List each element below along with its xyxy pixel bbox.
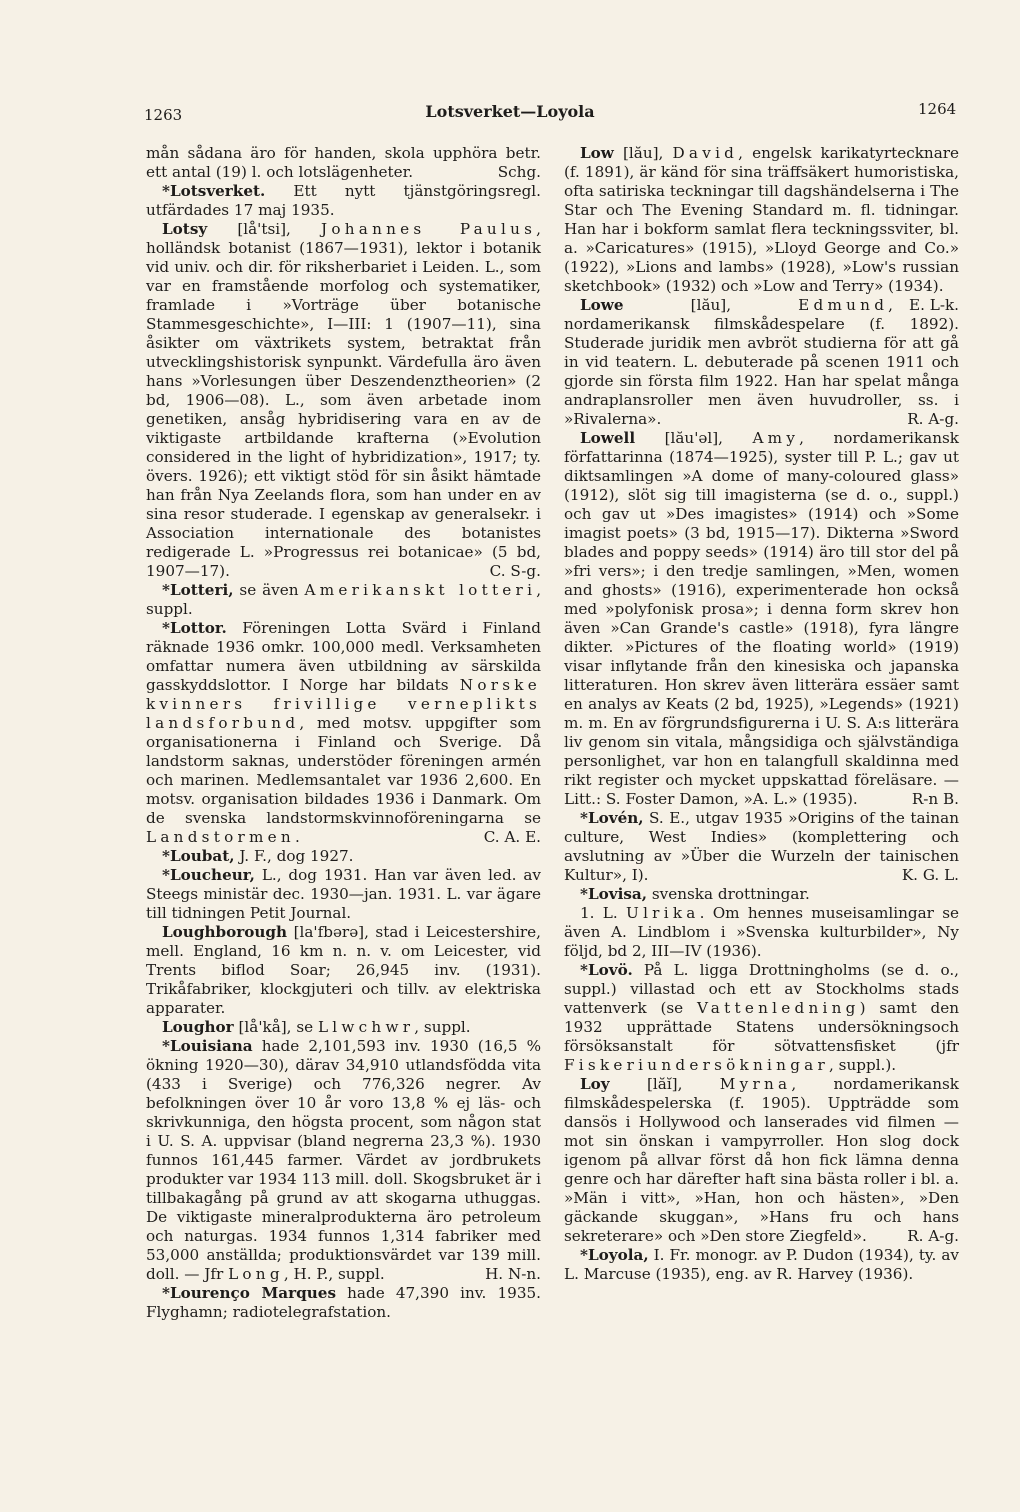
signature: K. G. L. [901, 866, 959, 884]
headword: Loy [580, 1075, 610, 1093]
headword: Loughor [162, 1018, 234, 1036]
spaced-name: Norske kvinners frivillige verneplikts landsforbund [146, 676, 541, 732]
entry-lottor: *Lottor. Föreningen Lotta Svärd i Finland räknade 1936 omkr. 100,000 medl. Verksamheten omfattar numera även utbildning av särskilda gasskyddslottor. I Norge har bildats Norske kvinners frivillige verneplikts landsforbund, med motsv. uppgifter som organisationerna i Finland och Sverige. Då landstorm saknas, understöder föreningen armén och marinen. Medlemsantalet var 1936 2,600. En motsv. organisation bildades 1936 i Danmark. Om de svenska landstormskvinnoföreningarna se Landstormen. C. A. E. [146, 619, 541, 846]
headword: Lowell [580, 429, 636, 447]
running-title: Lotsverket—Loyola [425, 102, 595, 121]
left-column [146, 144, 541, 1322]
headword: *Loyola, [580, 1246, 649, 1264]
entry-continuation: mån sådana äro för handen, skola upphöra betr. ett antal (19) l. och lotslägenheter. Schg. [146, 144, 541, 181]
spaced-name: Johannes Paulus [320, 220, 537, 238]
page-number-right: 1264 [918, 100, 957, 118]
entry-lotteri: *Lotteri, se även Amerikanskt lotteri, suppl. [146, 581, 542, 618]
signature: Schg. [497, 163, 541, 181]
cross-reference: Fiskeriundersökningar [564, 1056, 830, 1074]
signature: C. A. E. [483, 828, 541, 846]
entry-lovo: *Lovö. På L. ligga Drottningholms (se d. o., suppl.) villastad och ett av Stockholms stads vattenverk (se Vattenledning) samt den 1932 upprättade Statens undersökningsoch försöksanstalt för sötvattensfisket (jfr Fiskeriundersökningar, suppl.). [564, 961, 959, 1074]
signature: H. N-n. [485, 1265, 541, 1283]
signature: R. A-g. [907, 410, 959, 428]
entry-loucheur: *Loucheur, L., dog 1931. Han var även led. av Steegs ministär dec. 1930—jan. 1931. L. var ägare till tidningen Petit Journal. [146, 866, 541, 922]
entry-loughborough: Loughborough [la'fbərə], stad i Leicestershire, mell. England, 16 km n. n. v. om Leicester, vid Trents biflod Soar; 26,945 inv. (1931). Trikåfabriker, klockgjuteri och tillv. av elektriska apparater. [146, 923, 541, 1017]
headword: Low [580, 144, 614, 162]
entry-lovisa: *Lovisa, svenska drottningar. [580, 885, 810, 903]
signature: R. A-g. [907, 1227, 959, 1245]
entry-lotsy: Lotsy [lå'tsi], Johannes Paulus, holländsk botanist (1867—1931), lektor i botanik vid univ. och dir. för riksherbariet i Leiden. L., som var en framstående morfolog och systematiker, framlade i »Vorträge über botanische Stammesgeschichte», I—III: 1 (1907—11), sina åsikter om växtrikets system, betraktat från utvecklingshistorisk synpunkt. Värdefulla äro även hans »Vorlesungen über Deszendenztheorien» (2 bd, 1906—08). L., som även arbetade inom genetiken, ansåg hybridisering vara en av de viktigaste artbildande krafterna (»Evolution considered in the light of hybridization», 1917; ty. övers. 1926); ett viktigt stöd för sin åsikt hämtade han från Nya Zeelands flora, som han under en av sina resor studerade. I egenskap av generalsekr. i Association internationale des botanistes redigerade L. »Progressus rei botanicae» (5 bd, 1907—17). C. S-g. [146, 220, 541, 580]
signature: R-n B. [911, 790, 959, 808]
entry-lotsverket: *Lotsverket. Ett nytt tjänstgöringsregl. utfärdades 17 maj 1935. [146, 182, 541, 219]
entry-lowell: Lowell [lău'əl], Amy, nordamerikansk författarinna (1874—1925), syster till P. L.; gav ut diktsamlingen »A dome of many-coloured glass» (1912), slöt sig till imagisterna (se d. o., suppl.) och gav ut »Des imagistes» (1914) och »Some imagist poets» (3 bd, 1915—17). Dikterna »Sword blades and poppy seeds» (1914) äro till stor del på »fri vers»; i den tredje samlingen, »Men, women and ghosts» (1916), experimenterade hon också med »polyfonisk prosa»; i denna form skrev hon även »Can Grande's castle» (1918), fyra längre dikter. »Pictures of the floating world» (1919) visar inflytande från den kinesiska och japanska litteraturen. Hon skrev även litterära essäer samt en analys av Keats (2 bd, 1925), »Legends» (1921) m. m. En av förgrundsfigurerna i U. S. A:s litterära liv genom sin vitala, mångsidiga och självständiga personlighet, var hon en talangfull skaldinna med rikt register och mycket uppskattad föreläsare. — Litt.: S. Foster Damon, »A. L.» (1935). R-n B. [564, 429, 959, 808]
headword: *Lovén, [580, 809, 644, 827]
entry-lowe: Lowe [lău], Edmund, nordamerikansk filmskådespelare (f. 1892). Studerade juridik men avbröt studierna för att gå in vid teatern. L. debuterade på scenen 1911 och gjorde sin första film 1922. Han har spelat många andraplansroller men även huvudroller, ss. i »Rivalerna». R. A-g. [564, 296, 959, 428]
entry-loy: Loy [lăĭ], Myrna, nordamerikansk filmskådespelerska (f. 1905). Uppträdde som dansös i Hollywood och lanserades vid filmen — mot sin önskan i vampyrroller. Hon slog dock igenom på allvar först då hon fick lämna denna genre och har därefter haft sina bästa roller i bl. a. »Män i vitt», »Han, hon och hästen», »Den gäckande skuggan», »Hans fru och hans sekreterare» och »Den store Ziegfeld». R. A-g. [564, 1075, 959, 1245]
headword: *Loucheur, [162, 866, 255, 884]
entry-loven: *Lovén, S. E., utgav 1935 »Origins of the tainan culture, West Indies» (komplettering och avslutning av »Über die Wurzeln der tainischen Kultur», I). K. G. L. [564, 809, 959, 884]
headword: *Loubat, [162, 847, 235, 865]
cross-reference: Landstormen [146, 828, 295, 846]
headword: *Lovö. [580, 961, 633, 979]
entry-low: Low [lău], David, engelsk karikatyrtecknare (f. 1891), är känd för sina träffsäkert humoristiska, ofta satiriska teckningar till dagshändelserna i The Star och The Evening Standard m. fl. tidningar. Han har i bokform samlat flera teckningssviter, bl. a. »Caricatures» (1915), »Lloyd George and Co.» (1922), »Lions and lambs» (1928), »Low's russian sketchbook» (1932) och »Low and Terry» (1934). E. L-k. [564, 144, 959, 314]
signature: C. S-g. [489, 562, 541, 580]
headword: *Lottor. [162, 619, 227, 637]
headword: *Lovisa, [580, 885, 648, 903]
page-header [0, 100, 1020, 130]
entry-lovisa-ulrika: 1. L. Ulrika. Om hennes museisamlingar se även A. Lindblom i »Svenska kulturbilder», Ny följd, bd 2, III—IV (1936). [564, 904, 959, 960]
page-number-left: 1263 [144, 106, 183, 124]
cross-reference: Llwchwr [317, 1018, 415, 1036]
spaced-name: Ulrika [626, 904, 700, 922]
cross-reference: Vattenledning [696, 999, 860, 1017]
entry-louisiana: *Louisiana hade 2,101,593 inv. 1930 (16,5 % ökning 1920—30), därav 34,910 utlandsfödda vita (433 i Sverige) och 776,326 negrer. Av befolkningen över 10 år voro 13,8 % ej läs- och skrivkunniga, den högsta procent, som någon stat i U. S. A. uppvisar (bland negrerna 23,3 %). 1930 funnos 161,445 farmer. Värdet av jordbrukets produkter var 1934 113 mill. doll. Skogsbruket är i tillbakagång på grund av att skogarna uthuggas. De viktigaste mineralprodukterna äro petroleum och naturgas. 1934 funnos 1,314 fabriker med 53,000 anställda; produktionsvärdet var 139 mill. doll. — Jfr Long, H. P., suppl. H. N-n. [146, 1037, 541, 1283]
spaced-name: Edmund [798, 296, 889, 314]
entry-loyola: *Loyola, I. Fr. monogr. av P. Dudon (1934), ty. av L. Marcuse (1935), eng. av R. Harvey (1936). [564, 1246, 959, 1283]
cross-reference: Long [228, 1265, 284, 1283]
right-column [564, 144, 959, 1284]
signature: E. L-k. [909, 296, 959, 314]
headword: Lotsy [162, 220, 208, 238]
cross-reference: Amerikanskt lotteri [304, 581, 537, 599]
headword: Loughborough [162, 923, 288, 941]
headword: *Lotsverket. [162, 182, 266, 200]
spaced-name: David [672, 144, 739, 162]
headword: *Lotteri, [162, 581, 234, 599]
entry-loughor: Loughor [lå'kå], se Llwchwr, suppl. [162, 1018, 471, 1036]
entry-loubat: *Loubat, J. F., dog 1927. [162, 847, 354, 865]
headword: *Louisiana [162, 1037, 253, 1055]
headword: *Lourenço Marques [162, 1284, 337, 1302]
headword: Lowe [580, 296, 624, 314]
spaced-name: Amy [752, 429, 800, 447]
spaced-name: Myrna [719, 1075, 792, 1093]
entry-lourenco-marques: *Lourenço Marques hade 47,390 inv. 1935. Flyghamn; radiotelegrafstation. [146, 1284, 541, 1321]
